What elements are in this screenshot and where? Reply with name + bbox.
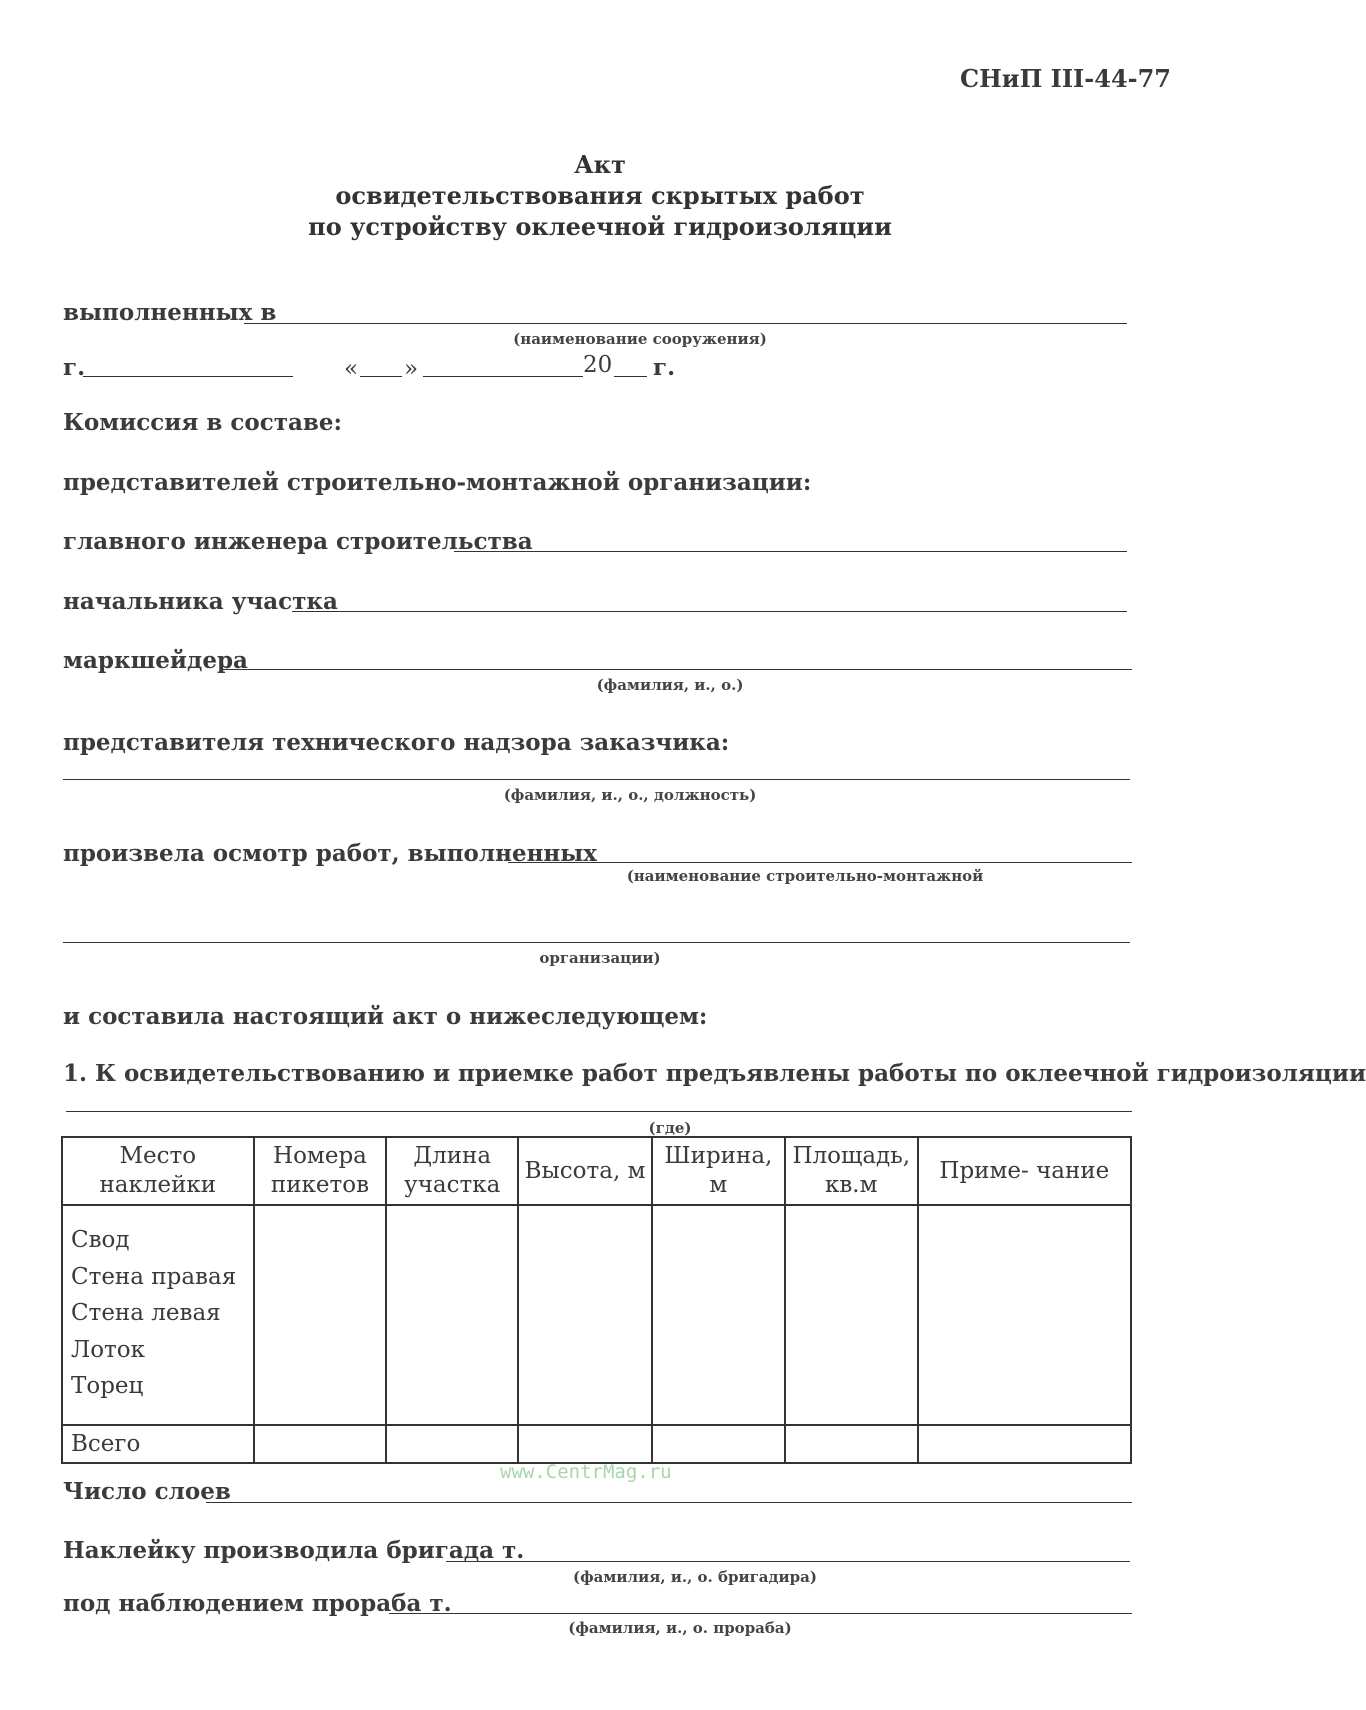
layers-field[interactable] xyxy=(206,1502,1132,1503)
city-field[interactable] xyxy=(83,376,293,377)
org-name-field-continued[interactable] xyxy=(63,942,1130,943)
layers-label: Число слоев xyxy=(63,1478,231,1505)
column-header: Место наклейки xyxy=(62,1137,254,1205)
column-header: Длина участка xyxy=(386,1137,518,1205)
table-row xyxy=(62,1205,1131,1425)
picket-numbers-cell[interactable] xyxy=(254,1205,387,1425)
foreman-caption: (фамилия, и., о. прораба) xyxy=(568,1619,792,1637)
column-header: Приме- чание xyxy=(918,1137,1131,1205)
place-item: Свод xyxy=(71,1227,130,1253)
area-cell[interactable] xyxy=(785,1205,918,1425)
brigade-label: Наклейку производила бригада т. xyxy=(63,1537,525,1564)
org-caption-1: (наименование строительно-монтажной xyxy=(626,867,984,885)
place-item: Лоток xyxy=(71,1336,145,1363)
where-caption: (где) xyxy=(648,1119,692,1137)
date-open-quote: « xyxy=(344,356,359,382)
total-cell[interactable] xyxy=(518,1425,652,1463)
customer-rep-field[interactable] xyxy=(63,779,1130,780)
day-field[interactable] xyxy=(360,376,402,377)
item-1: 1. К освидетельствованию и приемке работ предъявлены работы по оклеечной гидроизоляции xyxy=(63,1060,1366,1087)
contractor-reps-label: представителей строительно-монтажной организации: xyxy=(63,469,812,496)
act-statement: и составила настоящий акт о нижеследующем: xyxy=(63,1003,708,1030)
site-chief-label: начальника участка xyxy=(63,588,338,615)
total-cell[interactable] xyxy=(386,1425,518,1463)
site-chief-field[interactable] xyxy=(292,611,1127,612)
document-title-line3: по устройству оклеечной гидроизоляции xyxy=(308,212,892,241)
column-header: Номера пикетов xyxy=(254,1137,387,1205)
waterproofing-table xyxy=(61,1136,1132,1464)
brigade-caption: (фамилия, и., о. бригадира) xyxy=(573,1568,817,1586)
structure-caption: (наименование сооружения) xyxy=(513,330,767,348)
supervision-label: под наблюдением прораба т. xyxy=(63,1590,452,1617)
column-header: Высота, м xyxy=(518,1137,652,1205)
total-cell[interactable] xyxy=(785,1425,918,1463)
table-total-row xyxy=(62,1425,1131,1463)
surveyor-field[interactable] xyxy=(222,669,1132,670)
chief-engineer-label: главного инженера строительства xyxy=(63,528,533,555)
document-code: СНиП III-44-77 xyxy=(960,64,1171,93)
total-cell[interactable] xyxy=(254,1425,387,1463)
table-header-row xyxy=(62,1137,1131,1205)
note-cell[interactable] xyxy=(918,1205,1131,1425)
date-close-quote: » xyxy=(404,356,419,382)
place-cell xyxy=(62,1205,254,1425)
city-label: г. xyxy=(63,354,86,381)
column-header: Площадь, кв.м xyxy=(785,1137,918,1205)
total-cell[interactable] xyxy=(918,1425,1131,1463)
performed-in-label: выполненных в xyxy=(63,299,277,326)
document-title: Акт xyxy=(574,150,626,179)
customer-rep-label: представителя технического надзора заказчика: xyxy=(63,729,730,756)
chief-engineer-field[interactable] xyxy=(454,551,1127,552)
total-label-cell xyxy=(62,1425,254,1463)
place-item: Торец xyxy=(71,1373,144,1399)
foreman-field[interactable] xyxy=(389,1613,1132,1614)
inspected-label: произвела осмотр работ, выполненных xyxy=(63,840,598,867)
structure-name-field[interactable] xyxy=(244,323,1127,324)
org-name-field[interactable] xyxy=(508,862,1132,863)
surveyor-label: маркшейдера xyxy=(63,647,248,674)
place-item: Стена левая xyxy=(71,1300,221,1326)
commission-label: Комиссия в составе: xyxy=(63,409,342,436)
total-cell[interactable] xyxy=(652,1425,785,1463)
section-length-cell[interactable] xyxy=(386,1205,518,1425)
brigade-leader-field[interactable] xyxy=(446,1561,1130,1562)
watermark: www.CentrMag.ru xyxy=(500,1461,672,1483)
document-title-line2: освидетельствования скрытых работ xyxy=(335,181,865,210)
year-field[interactable] xyxy=(614,376,647,377)
surveyor-caption: (фамилия, и., о.) xyxy=(596,676,744,694)
column-header: Ширина, м xyxy=(652,1137,785,1205)
org-caption-2: организации) xyxy=(539,949,661,967)
width-cell[interactable] xyxy=(652,1205,785,1425)
year-suffix: г. xyxy=(653,354,676,381)
total-label: Всего xyxy=(71,1431,141,1457)
month-field[interactable] xyxy=(423,376,583,377)
where-field[interactable] xyxy=(66,1111,1132,1112)
year-prefix: 20 xyxy=(583,352,613,378)
height-cell[interactable] xyxy=(518,1205,652,1425)
place-item: Стена правая xyxy=(71,1263,237,1290)
customer-rep-caption: (фамилия, и., о., должность) xyxy=(503,786,757,804)
